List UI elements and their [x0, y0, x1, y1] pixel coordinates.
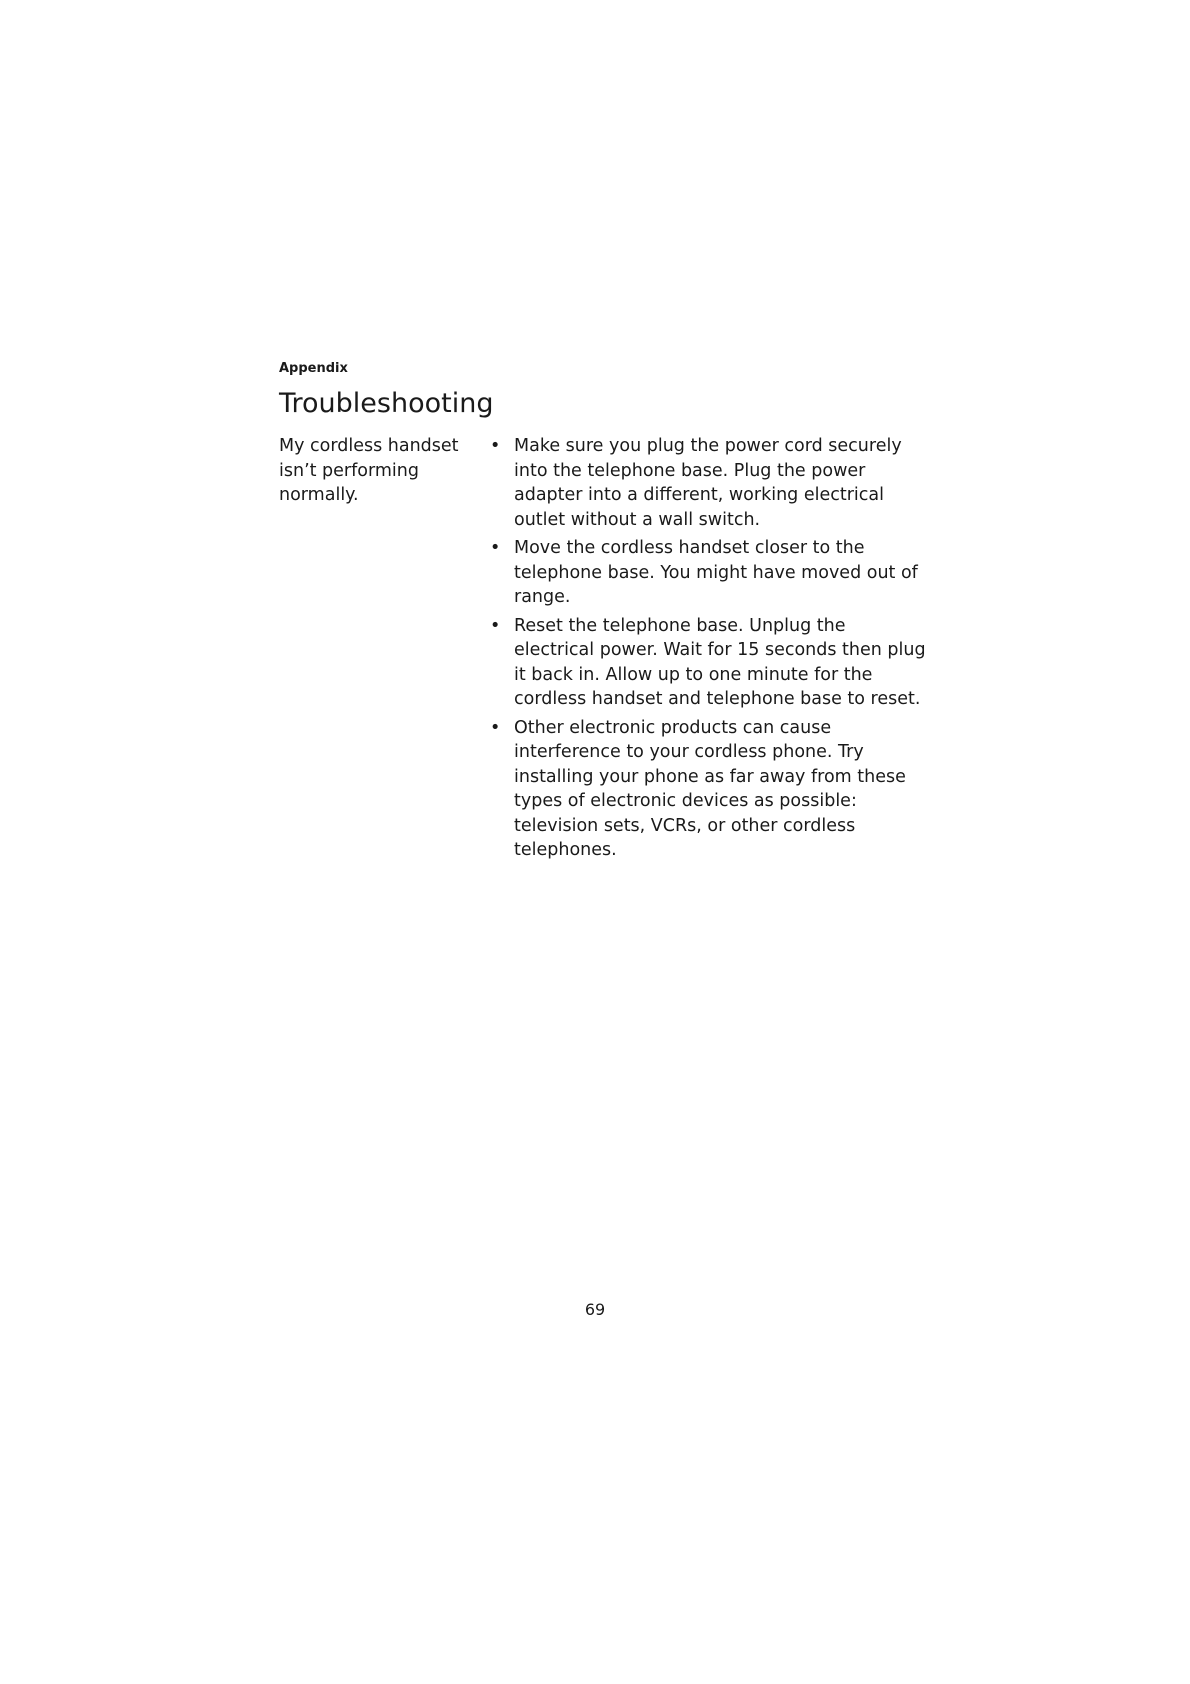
- bullet-icon: •: [490, 717, 501, 738]
- solution-item: [490, 434, 926, 532]
- solution-item: [490, 716, 926, 863]
- bullet-icon: •: [490, 538, 501, 558]
- bullet-icon: •: [490, 436, 501, 456]
- solution-item: [490, 614, 926, 712]
- page-title: Troubleshooting: [279, 388, 494, 419]
- solution-text: Make sure you plug the power cord securely into the telephone base. Plug the power adapter into a different, working electrical outlet without a wall switch.: [514, 436, 902, 530]
- solution-text: Move the cordless handset closer to the telephone base. You might have moved out of range.: [514, 538, 918, 607]
- solution-item: [490, 536, 926, 610]
- bullet-icon: •: [490, 615, 501, 636]
- solution-text: Other electronic products can cause interference to your cordless phone. Try installing your phone as far away from these types of electronic devices as possible: television sets, VCRs, or other cordless telephones.: [514, 717, 906, 860]
- problem-description: My cordless handset isn’t performing normally.: [279, 436, 459, 505]
- solution-text: Reset the telephone base. Unplug the electrical power. Wait for 15 seconds then plug it back in. Allow up to one minute for the cordless handset and telephone base to reset.: [514, 615, 926, 709]
- solution-list: [490, 434, 926, 867]
- section-label: Appendix: [279, 361, 348, 376]
- page-number: 69: [584, 1300, 606, 1319]
